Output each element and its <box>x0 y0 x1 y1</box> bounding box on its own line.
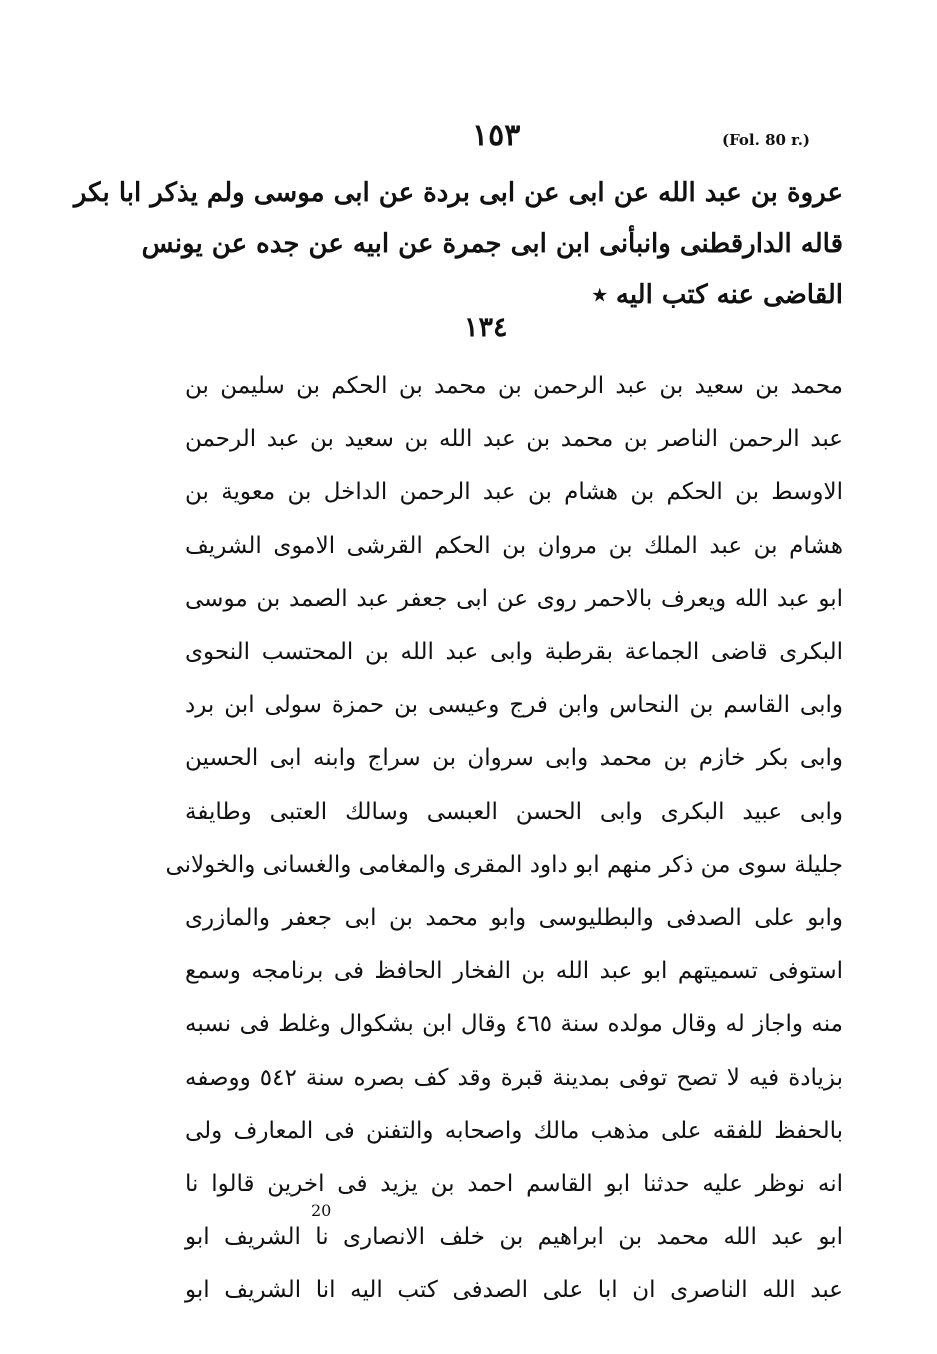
text-line: محمد بن سعيد بن عبد الرحمن بن محمد بن الحكم بن سليمن بن <box>185 373 843 399</box>
continuation-text <box>73 168 843 321</box>
text-line: انه نوظر عليه حدثنا ابو القاسم احمد بن يزيد فى اخرين قالوا نا <box>185 1171 843 1198</box>
text-line: عروة بن عبد الله عن ابى عن ابى بردة عن ابى موسى ولم يذكر ابا بكر <box>73 178 843 208</box>
text-line: منه واجاز له وقال مولده سنة ٤٦٥ وقال ابن بشكوال وغلط فى نسبه <box>185 1011 844 1038</box>
text-line: القاضى عنه كتب اليه ٭ <box>592 280 843 310</box>
text-line: بزيادة فيه لا تصح توفى بمدينة قبرة وقد كف بصره سنة ٥٤٢ ووصفه <box>185 1064 843 1091</box>
text-line: وابو على الصدفى والبطليوسى وابو محمد بن ابى جعفر والمازرى <box>185 905 843 932</box>
text-line: عبد الله الناصرى ان ابا على الصدفى كتب اليه انا الشريف ابو <box>185 1277 843 1304</box>
text-line: الاوسط بن الحكم بن هشام بن عبد الرحمن الداخل بن معوية بن <box>185 479 843 506</box>
text-line: عبد الرحمن الناصر بن محمد بن عبد الله بن سعيد بن عبد الرحمن <box>185 426 843 453</box>
entry-text <box>165 360 844 1318</box>
text-line: وابى القاسم بن النحاس وابن فرج وعيسى بن حمزة سولى ابن برد <box>185 692 843 719</box>
text-line: وابى بكر خازم بن محمد وابى سروان بن سراج وابنه ابى الحسين <box>185 745 843 772</box>
text-line: ابو عبد الله ويعرف بالاحمر روى عن ابى جعفر عبد الصمد بن موسى <box>185 585 843 612</box>
text-line: وابى عبيد البكرى وابى الحسن العبسى وسالك العتبى وطايفة <box>185 798 843 825</box>
text-line: ابو عبد الله محمد بن ابراهيم بن خلف الانصارى نا الشريف ابو <box>185 1224 843 1251</box>
text-line: قاله الدارقطنى وانبأنى ابن ابى جمرة عن ابيه عن جده عن يونس <box>141 229 843 259</box>
page-number: ١٥٣ <box>472 118 521 153</box>
text-line: بالحفظ للفقه على مذهب مالك واصحابه والتفنن فى المعارف ولى <box>185 1117 843 1144</box>
entry-number: ١٣٤ <box>464 312 508 343</box>
signature-mark: 20 <box>311 1201 332 1220</box>
text-line: جليلة سوى من ذكر منهم ابو داود المقرى والمغامى والغسانى والخولانى <box>165 851 843 878</box>
text-line: هشام بن عبد الملك بن مروان بن الحكم القرشى الاموى الشريف <box>185 532 843 559</box>
text-line: البكرى قاضى الجماعة بقرطبة وابى عبد الله بن المحتسب النحوى <box>185 639 843 666</box>
folio-reference: (Fol. 80 r.) <box>722 131 811 149</box>
text-line: استوفى تسميتهم ابو عبد الله بن الفخار الحافظ فى برنامجه وسمع <box>185 958 843 985</box>
